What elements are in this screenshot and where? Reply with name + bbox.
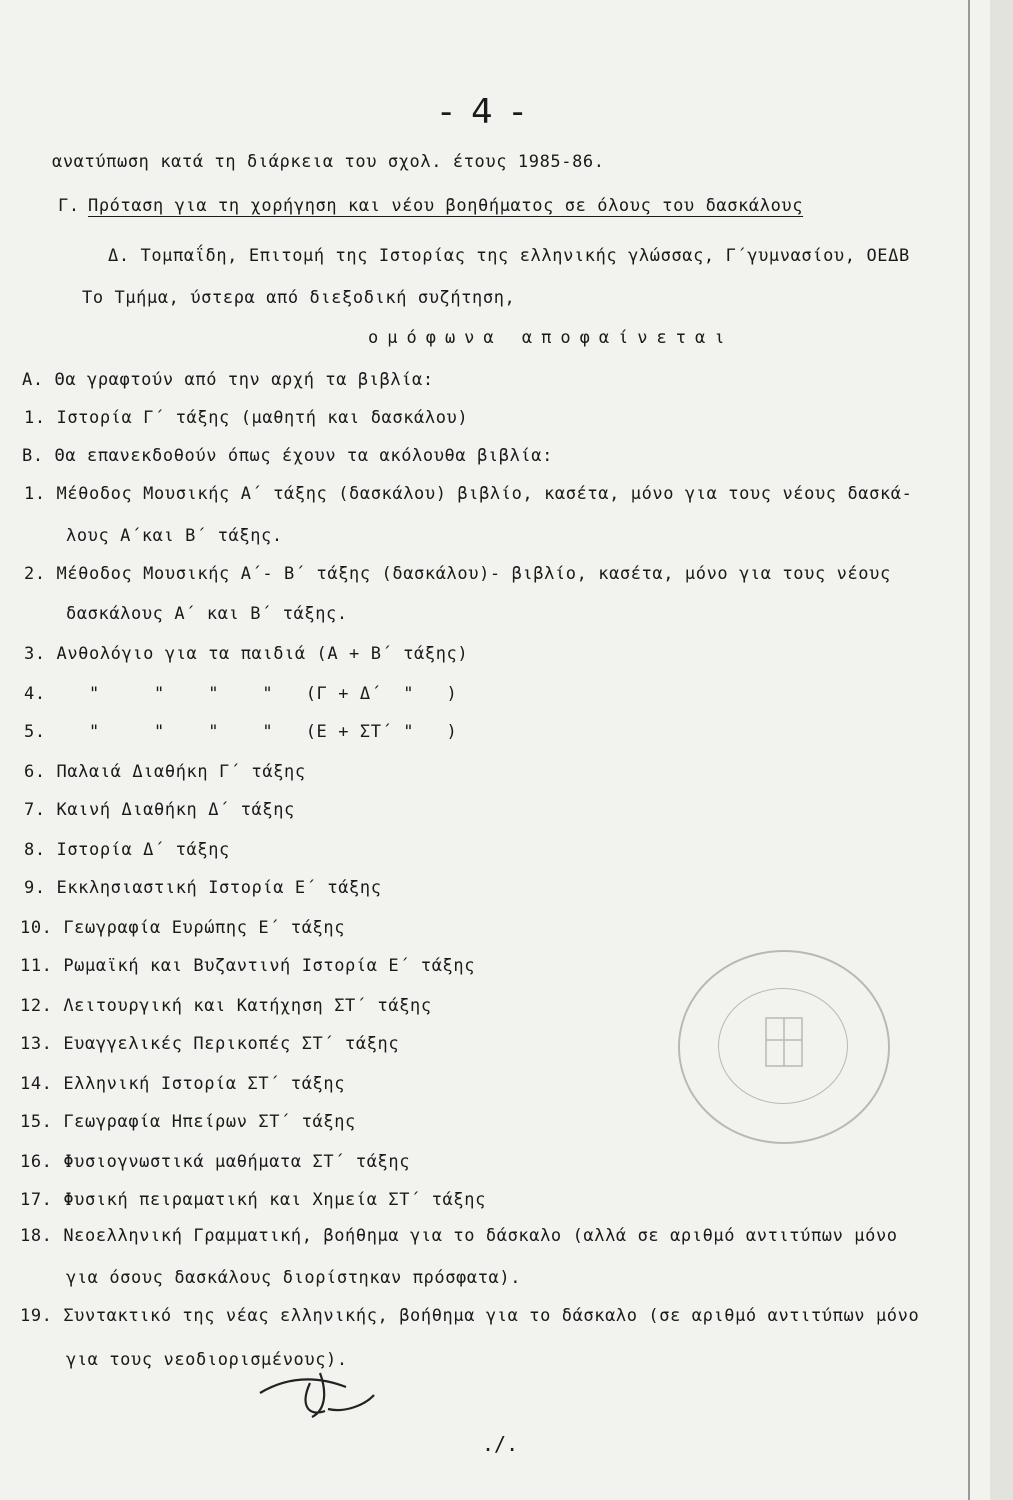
continuation-mark: ./.	[482, 1432, 519, 1456]
handwritten-signature	[250, 1365, 390, 1425]
page-number: - 4 -	[440, 92, 528, 132]
decision-heading: ομόφωνα αποφαίνεται	[368, 328, 734, 348]
list-item: 8. Ιστορία Δ΄ τάξης	[24, 840, 230, 860]
list-item-cont: για όσους δασκάλους διορίστηκαν πρόσφατα).	[66, 1268, 522, 1288]
list-item: 9. Εκκλησιαστική Ιστορία Ε΄ τάξης	[24, 878, 382, 898]
list-item: 19. Συντακτικό της νέας ελληνικής, βοήθημα για το δάσκαλο (σε αριθμό αντιτύπων μόνο	[20, 1306, 920, 1326]
text-line: Δ. Τομπαΐδη, Επιτομή της Ιστορίας της ελληνικής γλώσσας, Γ΄γυμνασίου, ΟΕΔΒ	[108, 246, 910, 266]
text-line: Το Τμήμα, ύστερα από διεξοδική συζήτηση,	[82, 288, 516, 308]
page-margin-strip	[990, 0, 1013, 1500]
list-item: 17. Φυσική πειραματική και Χημεία ΣΤ΄ τάξης	[20, 1190, 486, 1210]
list-item: 18. Νεοελληνική Γραμματική, βοήθημα για το δάσκαλο (αλλά σε αριθμό αντιτύπων μόνο	[20, 1226, 898, 1246]
list-item: 3. Ανθολόγιο για τα παιδιά (Α + Β΄ τάξης)	[24, 644, 469, 664]
official-stamp	[678, 950, 890, 1144]
list-item: 16. Φυσιογνωστικά μαθήματα ΣΤ΄ τάξης	[20, 1152, 411, 1172]
page-edge	[968, 0, 970, 1500]
list-item: 1. Μέθοδος Μουσικής Α΄ τάξης (δασκάλου) βιβλίο, κασέτα, μόνο για τους νέους δασκά-	[24, 484, 913, 504]
section-heading-b: Β. Θα επανεκδοθούν όπως έχουν τα ακόλουθα βιβλία:	[22, 446, 553, 466]
text-line: ανατύπωση κατά τη διάρκεια του σχολ. έτους 1985-86.	[52, 152, 605, 172]
list-item: 11. Ρωμαϊκή και Βυζαντινή Ιστορία Ε΄ τάξης	[20, 956, 476, 976]
list-item: 13. Ευαγγελικές Περικοπές ΣΤ΄ τάξης	[20, 1034, 400, 1054]
list-item: 14. Ελληνική Ιστορία ΣΤ΄ τάξης	[20, 1074, 346, 1094]
stamp-emblem-icon	[680, 952, 888, 1142]
list-item: 4. " " " " (Γ + Δ΄ " )	[24, 684, 458, 704]
section-heading-a: Α. Θα γραφτούν από την αρχή τα βιβλία:	[22, 370, 434, 390]
list-item: 7. Καινή Διαθήκη Δ΄ τάξης	[24, 800, 295, 820]
list-item: 2. Μέθοδος Μουσικής Α΄- Β΄ τάξης (δασκάλου)- βιβλίο, κασέτα, μόνο για τους νέους	[24, 564, 891, 584]
list-item-cont: δασκάλους Α΄ και Β΄ τάξης.	[66, 604, 348, 624]
list-item-cont: λους Α΄και Β΄ τάξης.	[66, 526, 283, 546]
list-item: 6. Παλαιά Διαθήκη Γ΄ τάξης	[24, 762, 306, 782]
list-item: 12. Λειτουργική και Κατήχηση ΣΤ΄ τάξης	[20, 996, 432, 1016]
list-item-cont: για τους νεοδιορισμένους).	[66, 1350, 348, 1370]
list-item: 1. Ιστορία Γ΄ τάξης (μαθητή και δασκάλου)	[24, 408, 469, 428]
list-item: 5. " " " " (Ε + ΣΤ΄ " )	[24, 722, 458, 742]
section-heading-g: Πρόταση για τη χορήγηση και νέου βοηθήματος σε όλους του δασκάλους	[88, 196, 804, 216]
list-item: 10. Γεωγραφία Ευρώπης Ε΄ τάξης	[20, 918, 346, 938]
section-label-g: Γ.	[58, 196, 80, 216]
list-item: 15. Γεωγραφία Ηπείρων ΣΤ΄ τάξης	[20, 1112, 356, 1132]
